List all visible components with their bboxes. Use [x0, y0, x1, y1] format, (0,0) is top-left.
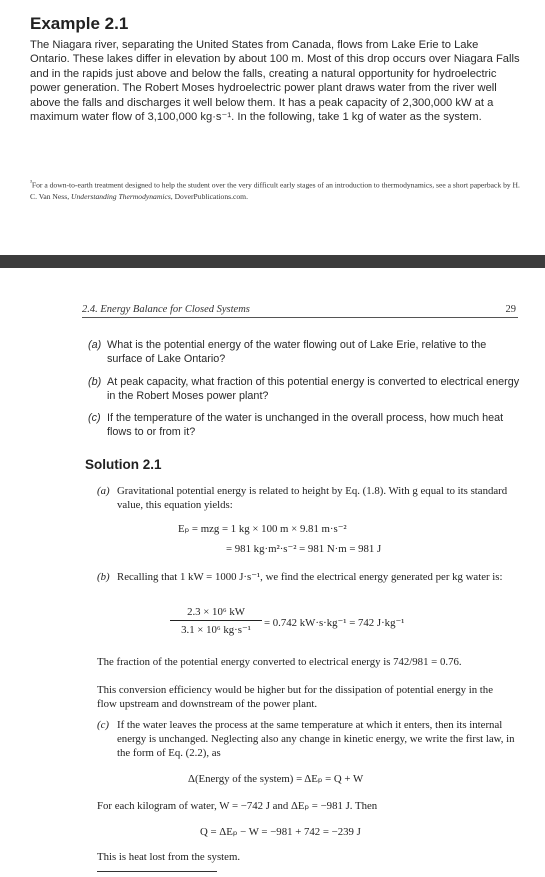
part-text: Recalling that 1 kW = 1000 J·s⁻¹, we find the electrical energy generated per kg water is: [117, 571, 503, 583]
solution-title: Solution 2.1 [85, 457, 162, 472]
bottom-rule [97, 871, 217, 872]
part-text: If the water leaves the process at the same temperature at which it enters, then its internal energy is unchanged. Neglecting also any change in kinetic energy, we write the first law, in the form of Eq. (2.2), as [117, 719, 515, 759]
page-separator [0, 255, 545, 268]
question-label: (b) [88, 376, 102, 388]
footnote-marker: ³ [30, 179, 32, 186]
part-label: (b) [97, 571, 110, 583]
question-a [88, 338, 520, 366]
fraction-statement: The fraction of the potential energy converted to electrical energy is 742/981 = 0.76. [97, 656, 462, 668]
part-label: (c) [97, 719, 109, 731]
running-head-title: 2.4. Energy Balance for Closed Systems [82, 304, 250, 315]
question-c [88, 411, 520, 439]
example-title: Example 2.1 [30, 14, 129, 33]
equation-heat: Q = ΔEₚ − W = −981 + 742 = −239 J [200, 826, 361, 838]
solution-part-c [97, 718, 521, 760]
example-body: The Niagara river, separating the United States from Canada, flows from Lake Erie to Lake Ontario. These lakes differ in elevation by about 100 m. Most of this drop occurs over Niagara Falls and in the rapids just above and below the falls, creating a natural opportunity for hydroelectric power generation. The Robert Moses hydroelectric power plant draws water from the river well above the falls and discharges it well below them. It has a peak capacity of 2,300,000 kW at a maximum water flow of 3,100,000 kg·s⁻¹. In the following, take 1 kg of water as the system. [30, 39, 520, 124]
footnote [30, 177, 520, 203]
equation-potential-energy-result: = 981 kg·m²·s⁻² = 981 N·m = 981 J [226, 543, 382, 555]
question-text: If the temperature of the water is unchanged in the overall process, how much heat flows to or from it? [107, 412, 504, 438]
question-label: (c) [88, 412, 101, 424]
solution-part-b [97, 570, 521, 584]
question-label: (a) [88, 339, 102, 351]
fraction-numerator: 2.3 × 10⁶ kW [170, 606, 262, 621]
question-b [88, 375, 520, 403]
solution-part-a [97, 484, 521, 512]
per-kilogram-statement: For each kilogram of water, W = −742 J and ΔEₚ = −981 J. Then [97, 800, 378, 812]
fraction-denominator: 3.1 × 10⁶ kg·s⁻¹ [181, 624, 251, 636]
question-text: What is the potential energy of the water flowing out of Lake Erie, relative to the surface of Lake Ontario? [107, 339, 487, 365]
question-text: At peak capacity, what fraction of this potential energy is converted to electrical energy in the Robert Moses power plant? [107, 376, 520, 402]
part-text: Gravitational potential energy is related to height by Eq. (1.8). With g equal to its standard value, this equation yields: [117, 485, 508, 511]
running-head [82, 304, 518, 318]
equation-potential-energy: Eₚ = mzg = 1 kg × 100 m × 9.81 m·s⁻² [178, 523, 347, 535]
conclusion: This is heat lost from the system. [97, 851, 241, 863]
footnote-text: For a down-to-earth treatment designed to help the student over the very difficult early stages of an introduction to thermodynamics, see a short paperback by H. C. Van Ness, [30, 180, 520, 202]
efficiency-statement: This conversion efficiency would be higher but for the dissipation of potential energy in the flow upstream and downstream of the power plant. [97, 684, 493, 710]
equation-fraction-result: = 0.742 kW·s·kg⁻¹ = 742 J·kg⁻¹ [264, 617, 405, 629]
page-number: 29 [505, 304, 516, 315]
equation-fraction [170, 606, 262, 636]
footnote-book-title: Understanding Thermodynamics [71, 192, 171, 202]
part-label: (a) [97, 485, 110, 497]
equation-first-law: Δ(Energy of the system) = ΔEₚ = Q + W [188, 773, 364, 785]
footnote-publisher: , DoverPublications.com. [170, 192, 248, 202]
